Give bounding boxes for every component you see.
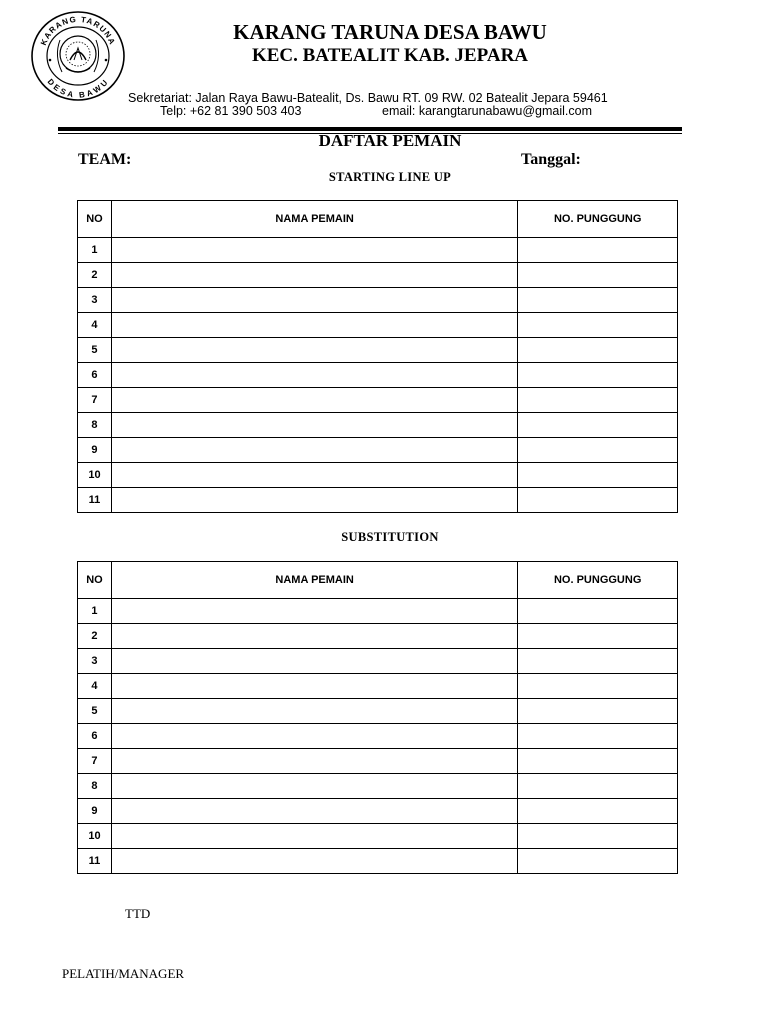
org-title: KARANG TARUNA DESA BAWU: [233, 20, 547, 44]
row-number: 2: [78, 624, 112, 649]
column-header-name: NAMA PEMAIN: [111, 201, 517, 238]
player-name-cell[interactable]: [111, 363, 517, 388]
jersey-number-cell[interactable]: [518, 799, 678, 824]
jersey-number-cell[interactable]: [518, 363, 678, 388]
table-row: [78, 413, 678, 438]
table-row: [78, 599, 678, 624]
table-row: [78, 724, 678, 749]
table-row: [78, 463, 678, 488]
player-name-cell[interactable]: [111, 288, 517, 313]
jersey-number-cell[interactable]: [518, 749, 678, 774]
player-name-cell[interactable]: [111, 263, 517, 288]
table-row: [78, 288, 678, 313]
jersey-number-cell[interactable]: [518, 288, 678, 313]
row-number: 3: [78, 288, 112, 313]
row-number: 7: [78, 388, 112, 413]
jersey-number-cell[interactable]: [518, 849, 678, 874]
row-number: 6: [78, 724, 112, 749]
player-name-cell[interactable]: [111, 338, 517, 363]
table-row: [78, 774, 678, 799]
player-name-cell[interactable]: [111, 413, 517, 438]
coach-manager-label: PELATIH/MANAGER: [62, 966, 185, 981]
table-header-row: [78, 201, 678, 238]
player-name-cell[interactable]: [111, 488, 517, 513]
player-name-cell[interactable]: [111, 599, 517, 624]
table-row: [78, 824, 678, 849]
address-text: Jalan Raya Bawu-Batealit, Ds. Bawu RT. 09 RW. 02 Batealit Jepara 59461: [195, 91, 608, 105]
row-number: 10: [78, 463, 112, 488]
jersey-number-cell[interactable]: [518, 699, 678, 724]
table-row: [78, 238, 678, 263]
substitution-rows: [78, 599, 678, 874]
table-row: [78, 799, 678, 824]
table-row: [78, 363, 678, 388]
row-number: 1: [78, 238, 112, 263]
table-row: [78, 263, 678, 288]
table-row: [78, 488, 678, 513]
row-number: 5: [78, 699, 112, 724]
jersey-number-cell[interactable]: [518, 599, 678, 624]
column-header-no: NO: [78, 562, 112, 599]
column-header-name: NAMA PEMAIN: [111, 562, 517, 599]
row-number: 2: [78, 263, 112, 288]
jersey-number-cell[interactable]: [518, 649, 678, 674]
row-number: 4: [78, 313, 112, 338]
substitution-table: [77, 561, 678, 874]
address-label: Sekretariat:: [128, 91, 192, 105]
table-header-row: [78, 562, 678, 599]
team-label: TEAM:: [78, 151, 132, 168]
player-name-cell[interactable]: [111, 849, 517, 874]
address-line: [128, 91, 608, 105]
player-name-cell[interactable]: [111, 463, 517, 488]
player-name-cell[interactable]: [111, 649, 517, 674]
row-number: 7: [78, 749, 112, 774]
document-title: DAFTAR PEMAIN: [318, 131, 462, 150]
date-label: Tanggal:: [521, 151, 581, 168]
starting-lineup-title: STARTING LINE UP: [328, 170, 452, 184]
organization-logo: [30, 10, 126, 102]
row-number: 8: [78, 774, 112, 799]
row-number: 8: [78, 413, 112, 438]
jersey-number-cell[interactable]: [518, 488, 678, 513]
table-row: [78, 388, 678, 413]
jersey-number-cell[interactable]: [518, 824, 678, 849]
jersey-number-cell[interactable]: [518, 463, 678, 488]
player-name-cell[interactable]: [111, 749, 517, 774]
row-number: 10: [78, 824, 112, 849]
table-row: [78, 674, 678, 699]
jersey-number-cell[interactable]: [518, 263, 678, 288]
table-row: [78, 749, 678, 774]
row-number: 9: [78, 438, 112, 463]
player-name-cell[interactable]: [111, 624, 517, 649]
signature-label: TTD: [125, 906, 151, 921]
jersey-number-cell[interactable]: [518, 438, 678, 463]
row-number: 3: [78, 649, 112, 674]
row-number: 11: [78, 488, 112, 513]
jersey-number-cell[interactable]: [518, 624, 678, 649]
email-text: email: karangtarunabawu@gmail.com: [382, 104, 593, 118]
table-row: [78, 699, 678, 724]
starting-lineup-rows: [78, 238, 678, 513]
starting-lineup-table: [77, 200, 678, 513]
table-row: [78, 313, 678, 338]
row-number: 11: [78, 849, 112, 874]
player-name-cell[interactable]: [111, 724, 517, 749]
jersey-number-cell[interactable]: [518, 674, 678, 699]
column-header-no: NO: [78, 201, 112, 238]
table-row: [78, 438, 678, 463]
jersey-number-cell[interactable]: [518, 413, 678, 438]
jersey-number-cell[interactable]: [518, 774, 678, 799]
jersey-number-cell[interactable]: [518, 388, 678, 413]
player-name-cell[interactable]: [111, 313, 517, 338]
player-name-cell[interactable]: [111, 438, 517, 463]
table-row: [78, 338, 678, 363]
jersey-number-cell[interactable]: [518, 338, 678, 363]
row-number: 9: [78, 799, 112, 824]
column-header-jersey-number: NO. PUNGGUNG: [518, 562, 678, 599]
player-name-cell[interactable]: [111, 799, 517, 824]
jersey-number-cell[interactable]: [518, 313, 678, 338]
player-name-cell[interactable]: [111, 674, 517, 699]
row-number: 1: [78, 599, 112, 624]
player-name-cell[interactable]: [111, 824, 517, 849]
row-number: 6: [78, 363, 112, 388]
player-name-cell[interactable]: [111, 388, 517, 413]
jersey-number-cell[interactable]: [518, 724, 678, 749]
player-name-cell[interactable]: [111, 238, 517, 263]
table-row: [78, 624, 678, 649]
player-name-cell[interactable]: [111, 699, 517, 724]
player-name-cell[interactable]: [111, 774, 517, 799]
org-subtitle: KEC. BATEALIT KAB. JEPARA: [251, 45, 529, 66]
logo-text-top: KARANG TARUNA: [38, 14, 118, 47]
table-row: [78, 649, 678, 674]
jersey-number-cell[interactable]: [518, 238, 678, 263]
svg-text:DESA BAWU: [46, 77, 111, 100]
row-number: 4: [78, 674, 112, 699]
logo-text-bottom: DESA BAWU: [45, 77, 111, 100]
table-row: [78, 849, 678, 874]
substitution-title: SUBSTITUTION: [341, 530, 439, 544]
phone-text: Telp: +62 81 390 503 403: [160, 104, 302, 118]
row-number: 5: [78, 338, 112, 363]
column-header-jersey-number: NO. PUNGGUNG: [518, 201, 678, 238]
